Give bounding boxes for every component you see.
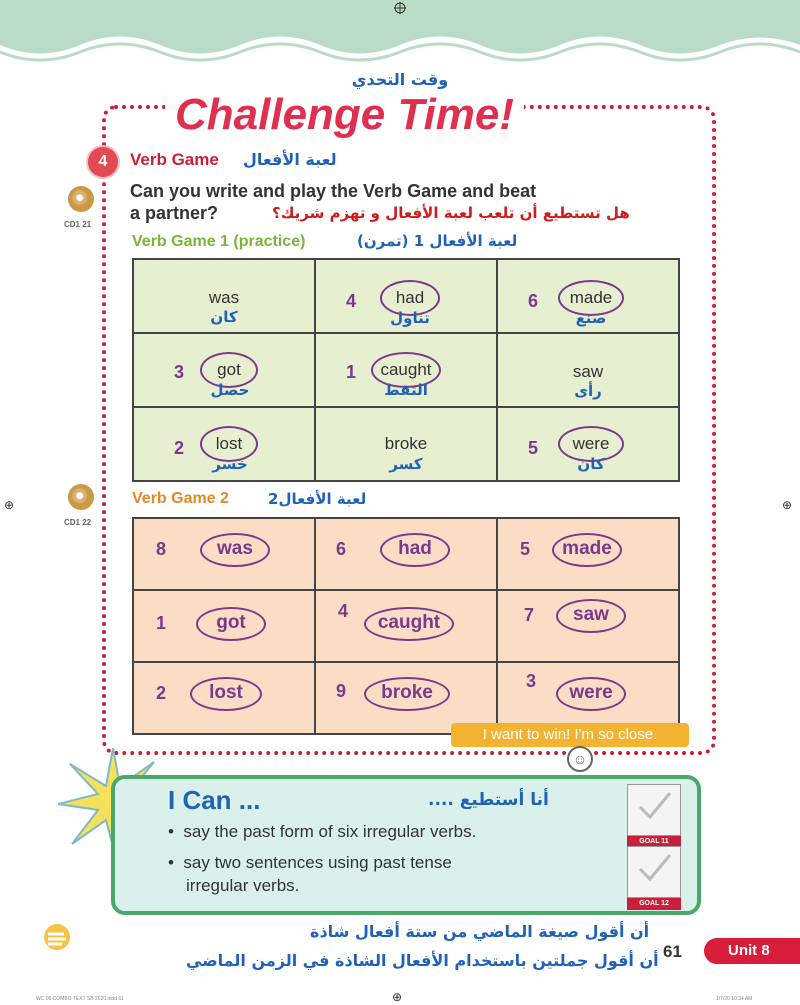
game1-word-arabic: تناول <box>390 309 430 327</box>
game2-cell <box>133 590 315 662</box>
goal-checkmark-icon <box>627 846 681 898</box>
game2-number: 6 <box>336 539 347 559</box>
cd-track-label-1: CD1 21 <box>64 220 92 229</box>
i-can-title-arabic: أنا أستطيع .... <box>428 790 549 810</box>
game1-cell <box>133 333 315 407</box>
goal-label-12: GOAL 12 <box>627 898 681 910</box>
game1-number: 4 <box>346 291 357 311</box>
game1-word-arabic: خسر <box>212 455 248 473</box>
game1-number: 5 <box>528 438 539 458</box>
game1-word: caught <box>380 360 432 379</box>
game2-word: made <box>562 538 612 559</box>
title-arabic: وقت التحدي <box>351 70 449 89</box>
game2-number: 7 <box>524 605 535 625</box>
cd-icon <box>68 484 94 510</box>
header-wave-band <box>0 0 800 70</box>
game1-number: 2 <box>174 438 185 458</box>
game2-word: were <box>569 682 613 703</box>
game1-cell <box>315 259 497 333</box>
game1-word-arabic: رأى <box>574 382 602 400</box>
cd-icon <box>68 186 94 212</box>
game2-cell <box>497 590 679 662</box>
cd-track-label-2: CD1 22 <box>64 518 92 527</box>
game2-cell <box>315 590 497 662</box>
verb-game-1-title: Verb Game 1 (practice) <box>132 233 306 250</box>
print-slug-right: 1/7/20 10:34 AM <box>716 996 753 1002</box>
smiley-icon: ☺ <box>567 746 593 772</box>
i-can-item-1-text: say the past form of six irregular verbs. <box>183 822 477 841</box>
activity-number-badge: 4 <box>88 147 118 177</box>
game1-number: 1 <box>346 362 357 382</box>
game2-number: 1 <box>156 613 167 633</box>
game2-cell <box>133 518 315 590</box>
game1-word-arabic: صنع <box>575 309 607 327</box>
game1-cell <box>497 407 679 481</box>
bottom-arabic-line-1: أن أقول صيغة الماضي من ستة أفعال شاذة <box>310 922 650 941</box>
goal-12-box <box>627 846 681 910</box>
game1-cell <box>133 407 315 481</box>
game2-number: 9 <box>336 681 347 701</box>
game1-word-arabic: حصل <box>210 381 250 399</box>
i-can-item-2-line1: say two sentences using past tense <box>183 853 452 872</box>
unit-tab: Unit 8 <box>704 938 800 964</box>
verb-game-2-grid <box>132 517 680 735</box>
game1-word-arabic: كسر <box>389 455 423 473</box>
game2-number: 8 <box>156 539 167 559</box>
activity-title-arabic: لعبة الأفعال <box>243 150 337 169</box>
goal-checkmark-icon <box>627 784 681 836</box>
game2-number: 3 <box>526 671 537 691</box>
game2-word: broke <box>381 682 433 703</box>
game2-word: saw <box>573 604 609 625</box>
activity-title: Verb Game <box>130 150 219 169</box>
game2-word: lost <box>209 682 243 703</box>
game2-cell <box>315 518 497 590</box>
game1-word: had <box>395 288 425 307</box>
question-arabic: هل تستطيع أن تلعب لعبة الأفعال و تهزم شريك؟ <box>272 204 630 222</box>
registration-mark-icon: ⊕ <box>4 498 15 512</box>
game1-word: was <box>208 288 240 307</box>
verb-game-2-title: Verb Game 2 <box>132 490 229 507</box>
game1-cell <box>315 333 497 407</box>
game1-cell <box>497 333 679 407</box>
i-can-item-1: • say the past form of six irregular verbs. <box>168 822 477 841</box>
game1-cell <box>497 259 679 333</box>
game1-word: made <box>569 288 613 307</box>
registration-mark-icon: ⊕ <box>782 498 793 512</box>
game2-word: had <box>398 538 432 559</box>
i-can-item-2: • say two sentences using past tense irregular verbs. <box>168 853 452 895</box>
registration-mark-icon: ⊕ <box>392 990 403 1004</box>
game1-word: were <box>572 434 610 453</box>
game2-cell <box>133 662 315 734</box>
game2-cell <box>497 518 679 590</box>
game1-word-arabic: كان <box>210 308 238 326</box>
speech-bubble: I want to win! I'm so close. <box>451 723 689 747</box>
game1-word-arabic: كان <box>577 455 605 473</box>
game1-number: 6 <box>528 291 539 311</box>
game1-word-arabic: التقط <box>384 381 428 399</box>
game1-word: lost <box>215 434 243 453</box>
game2-number: 5 <box>520 539 531 559</box>
question-line-2: a partner? <box>130 203 219 223</box>
game2-number: 2 <box>156 683 167 703</box>
verb-game-1-title-arabic: لعبة الأفعال 1 (تمرن) <box>357 232 518 250</box>
goal-label-11: GOAL 11 <box>627 836 681 848</box>
game1-word: broke <box>384 434 428 453</box>
print-slug-left: WC 06 COMBO TEXT SB 2020.indd 61 <box>36 996 124 1002</box>
game2-number: 4 <box>338 601 349 621</box>
goal-11-box <box>627 784 681 848</box>
game1-number: 3 <box>174 362 185 382</box>
verb-game-2-title-arabic: لعبة الأفعال2 <box>268 490 367 508</box>
game1-cell <box>133 259 315 333</box>
game1-word: saw <box>572 362 604 381</box>
publisher-logo-icon <box>42 922 72 952</box>
challenge-title: Challenge Time! <box>165 90 524 140</box>
verb-game-1-grid <box>132 258 680 482</box>
game2-word: got <box>216 612 246 633</box>
game2-word: was <box>217 538 253 559</box>
game1-cell <box>315 407 497 481</box>
game2-word: caught <box>377 612 441 633</box>
i-can-title: I Can ... <box>168 785 261 815</box>
i-can-item-2-line2: irregular verbs. <box>186 876 300 895</box>
page-number: 61 <box>663 942 682 961</box>
bottom-arabic-line-2: أن أقول جملتين باستخدام الأفعال الشاذة في الزمن الماضي <box>186 951 659 970</box>
game1-word: got <box>217 360 241 379</box>
question-line-1: Can you write and play the Verb Game and beat <box>130 181 537 201</box>
